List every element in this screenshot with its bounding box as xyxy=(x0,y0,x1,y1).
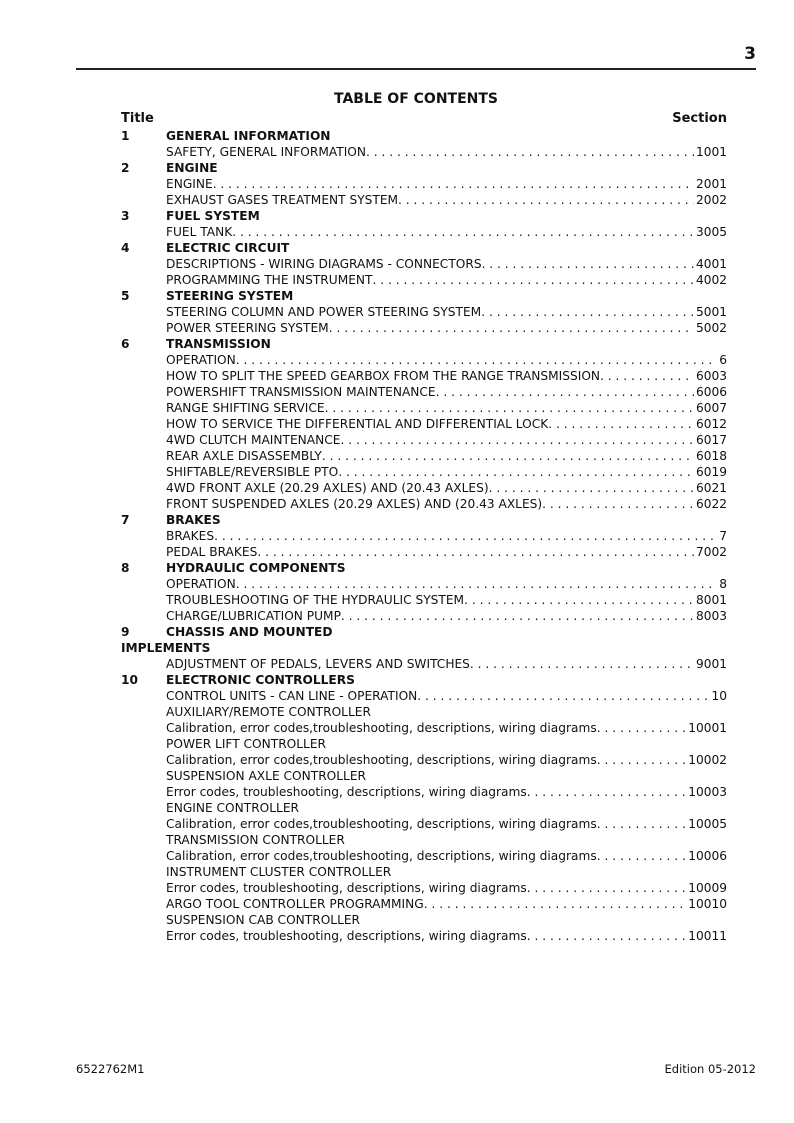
section-code: 6017 xyxy=(695,433,727,447)
dot-leader xyxy=(542,496,694,512)
toc-entry[interactable] xyxy=(166,880,727,896)
section-code: 6021 xyxy=(695,481,727,495)
entry-title: POWERSHIFT TRANSMISSION MAINTENANCE xyxy=(166,385,436,399)
section-code: 7002 xyxy=(695,545,727,559)
section-code: 10002 xyxy=(688,753,727,767)
section-title: TRANSMISSION xyxy=(166,337,271,351)
entry-title: Error codes, troubleshooting, descriptions, wiring diagrams xyxy=(166,929,527,943)
entry-title: HOW TO SPLIT THE SPEED GEARBOX FROM THE RANGE TRANSMISSION xyxy=(166,369,601,383)
toc-entry[interactable] xyxy=(166,304,727,320)
toc-entry[interactable] xyxy=(166,816,727,832)
entry-title: 4WD CLUTCH MAINTENANCE xyxy=(166,433,341,447)
section-code: 10010 xyxy=(688,897,727,911)
dot-leader xyxy=(597,720,687,736)
toc-header xyxy=(121,109,727,128)
entry-title: BRAKES xyxy=(166,529,215,543)
toc-entry[interactable] xyxy=(166,528,727,544)
toc-entry[interactable] xyxy=(166,480,727,496)
toc-entry[interactable] xyxy=(166,720,727,736)
section-code: 10003 xyxy=(688,785,727,799)
section-title: GENERAL INFORMATION xyxy=(166,129,331,143)
toc-entry[interactable] xyxy=(166,464,727,480)
entry-title: Calibration, error codes,troubleshooting, descriptions, wiring diagrams xyxy=(166,721,597,735)
toc-entry[interactable] xyxy=(166,432,727,448)
toc-entry[interactable] xyxy=(166,400,727,416)
section-heading xyxy=(121,560,727,576)
dot-leader xyxy=(436,384,694,400)
section-heading xyxy=(121,208,727,224)
dot-leader xyxy=(236,576,717,592)
toc-entry[interactable] xyxy=(166,576,727,592)
toc-entry[interactable] xyxy=(166,144,727,160)
dot-leader xyxy=(338,464,694,480)
section-code: 6006 xyxy=(695,385,727,399)
dot-leader xyxy=(548,416,694,432)
dot-leader xyxy=(340,432,694,448)
dot-leader xyxy=(597,752,687,768)
title-column-header: Title xyxy=(121,111,154,126)
entry-title: DESCRIPTIONS - WIRING DIAGRAMS - CONNECTORS xyxy=(166,257,482,271)
section-code: 6012 xyxy=(695,417,727,431)
entry-title: EXHAUST GASES TREATMENT SYSTEM xyxy=(166,193,399,207)
page-title: TABLE OF CONTENTS xyxy=(333,91,499,107)
dot-leader xyxy=(372,272,694,288)
toc-entry[interactable] xyxy=(166,320,727,336)
dot-leader xyxy=(470,656,694,672)
dot-leader xyxy=(489,480,694,496)
document-number: 6522762M1 xyxy=(76,1062,145,1076)
section-heading xyxy=(121,512,727,528)
section-number: 1 xyxy=(121,129,130,143)
entry-title: REAR AXLE DISASSEMBLY xyxy=(166,449,322,463)
section-code: 5002 xyxy=(695,321,727,335)
subsection-heading: AUXILIARY/REMOTE CONTROLLER xyxy=(166,705,371,719)
section-column-header: Section xyxy=(672,111,727,126)
dot-leader xyxy=(257,544,694,560)
toc-entry[interactable] xyxy=(166,272,727,288)
section-title: ELECTRONIC CONTROLLERS xyxy=(166,673,355,687)
toc-entry[interactable] xyxy=(166,656,727,672)
section-code: 6022 xyxy=(695,497,727,511)
subsection-heading: INSTRUMENT CLUSTER CONTROLLER xyxy=(166,865,392,879)
section-title: ENGINE xyxy=(166,161,218,175)
dot-leader xyxy=(214,528,717,544)
entry-title: ADJUSTMENT OF PEDALS, LEVERS AND SWITCHES xyxy=(166,657,470,671)
section-number: 7 xyxy=(121,513,130,527)
section-code: 2002 xyxy=(695,193,727,207)
section-code: 2001 xyxy=(695,177,727,191)
dot-leader xyxy=(236,352,717,368)
section-title: CHASSIS AND MOUNTED xyxy=(166,625,333,639)
toc-entry[interactable] xyxy=(166,496,727,512)
dot-leader xyxy=(213,176,694,192)
dot-leader xyxy=(481,304,694,320)
toc-entry[interactable] xyxy=(166,592,727,608)
entry-title: CONTROL UNITS - CAN LINE - OPERATION xyxy=(166,689,418,703)
edition-label: Edition 05-2012 xyxy=(664,1062,756,1076)
section-code: 10005 xyxy=(688,817,727,831)
toc-entry[interactable] xyxy=(166,848,727,864)
section-code: 10011 xyxy=(688,929,727,943)
entry-title: Calibration, error codes,troubleshooting, descriptions, wiring diagrams xyxy=(166,817,597,831)
entry-title: PEDAL BRAKES xyxy=(166,545,258,559)
section-code: 8003 xyxy=(695,609,727,623)
dot-leader xyxy=(232,224,694,240)
toc-entry[interactable] xyxy=(166,352,727,368)
section-number: 10 xyxy=(121,673,138,687)
subsection-heading: POWER LIFT CONTROLLER xyxy=(166,737,327,751)
section-code: 10006 xyxy=(688,849,727,863)
section-heading xyxy=(121,624,727,640)
entry-title: Error codes, troubleshooting, descriptions, wiring diagrams xyxy=(166,881,527,895)
section-code: 4002 xyxy=(695,273,727,287)
section-heading xyxy=(121,288,727,304)
section-heading xyxy=(121,336,727,352)
section-title: BRAKES xyxy=(166,513,221,527)
section-code: 8001 xyxy=(695,593,727,607)
toc-entry[interactable] xyxy=(166,928,727,944)
dot-leader xyxy=(341,608,694,624)
dot-leader xyxy=(398,192,694,208)
dot-leader xyxy=(322,448,694,464)
section-code: 5001 xyxy=(695,305,727,319)
section-number: 6 xyxy=(121,337,130,351)
section-code: 4001 xyxy=(695,257,727,271)
section-number: 3 xyxy=(121,209,130,223)
subsection-heading: SUSPENSION CAB CONTROLLER xyxy=(166,913,361,927)
dot-leader xyxy=(325,400,694,416)
subsection-heading: ENGINE CONTROLLER xyxy=(166,801,300,815)
entry-title: SAFETY, GENERAL INFORMATION xyxy=(166,145,367,159)
toc-entry[interactable] xyxy=(166,752,727,768)
entry-title: RANGE SHIFTING SERVICE xyxy=(166,401,325,415)
section-title: ELECTRIC CIRCUIT xyxy=(166,241,290,255)
section-code: 10 xyxy=(711,689,727,703)
toc-entry[interactable] xyxy=(166,896,727,912)
section-title: HYDRAULIC COMPONENTS xyxy=(166,561,346,575)
section-number: 2 xyxy=(121,161,130,175)
section-code: 9001 xyxy=(695,657,727,671)
section-heading xyxy=(121,128,727,144)
entry-title: OPERATION xyxy=(166,577,236,591)
toc-body xyxy=(121,128,727,944)
toc-entry[interactable] xyxy=(166,688,727,704)
section-code: 3005 xyxy=(695,225,727,239)
toc-entry[interactable] xyxy=(166,192,727,208)
toc-entry[interactable] xyxy=(166,368,727,384)
toc-entry[interactable] xyxy=(166,544,727,560)
toc-entry[interactable] xyxy=(166,224,727,240)
dot-leader xyxy=(417,688,709,704)
section-code: 6007 xyxy=(695,401,727,415)
entry-title: Calibration, error codes,troubleshooting, descriptions, wiring diagrams xyxy=(166,753,597,767)
dot-leader xyxy=(464,592,694,608)
section-heading xyxy=(121,160,727,176)
section-number: 5 xyxy=(121,289,130,303)
section-code: 6019 xyxy=(695,465,727,479)
toc-entry[interactable] xyxy=(166,176,727,192)
entry-title: TROUBLESHOOTING OF THE HYDRAULIC SYSTEM xyxy=(166,593,465,607)
section-number: 8 xyxy=(121,561,130,575)
dot-leader xyxy=(527,928,686,944)
dot-leader xyxy=(329,320,694,336)
entry-title: OPERATION xyxy=(166,353,236,367)
entry-title: STEERING COLUMN AND POWER STEERING SYSTEM xyxy=(166,305,482,319)
dot-leader xyxy=(482,256,694,272)
entry-title: POWER STEERING SYSTEM xyxy=(166,321,329,335)
section-title: FUEL SYSTEM xyxy=(166,209,260,223)
dot-leader xyxy=(424,896,687,912)
toc-entry[interactable] xyxy=(166,384,727,400)
entry-title: HOW TO SERVICE THE DIFFERENTIAL AND DIFFERENTIAL LOCK xyxy=(166,417,549,431)
section-heading xyxy=(121,672,727,688)
entry-title: ARGO TOOL CONTROLLER PROGRAMMING xyxy=(166,897,424,911)
toc-entry[interactable] xyxy=(166,416,727,432)
entry-title: FRONT SUSPENDED AXLES (20.29 AXLES) AND (20.43 AXLES) xyxy=(166,497,543,511)
dot-leader xyxy=(597,848,687,864)
entry-title: Calibration, error codes,troubleshooting, descriptions, wiring diagrams xyxy=(166,849,597,863)
dot-leader xyxy=(597,816,687,832)
table-of-contents xyxy=(121,109,727,944)
section-number: 9 xyxy=(121,625,130,639)
section-title-continuation: IMPLEMENTS xyxy=(121,641,211,655)
subsection-heading: SUSPENSION AXLE CONTROLLER xyxy=(166,769,366,783)
dot-leader xyxy=(527,784,686,800)
section-number: 4 xyxy=(121,241,130,255)
toc-entry[interactable] xyxy=(166,784,727,800)
section-code: 6018 xyxy=(695,449,727,463)
page-number: 3 xyxy=(744,44,756,64)
subsection-heading: TRANSMISSION CONTROLLER xyxy=(166,833,345,847)
section-code: 10001 xyxy=(688,721,727,735)
section-title: STEERING SYSTEM xyxy=(166,289,294,303)
toc-entry[interactable] xyxy=(166,256,727,272)
entry-title: 4WD FRONT AXLE (20.29 AXLES) AND (20.43 AXLES) xyxy=(166,481,489,495)
toc-entry[interactable] xyxy=(166,448,727,464)
section-code: 7 xyxy=(719,529,727,543)
section-heading xyxy=(121,240,727,256)
toc-entry[interactable] xyxy=(166,608,727,624)
section-code: 6003 xyxy=(695,369,727,383)
dot-leader xyxy=(600,368,694,384)
section-code: 10009 xyxy=(688,881,727,895)
section-code: 6 xyxy=(719,353,727,367)
entry-title: SHIFTABLE/REVERSIBLE PTO xyxy=(166,465,339,479)
entry-title: ENGINE xyxy=(166,177,213,191)
entry-title: PROGRAMMING THE INSTRUMENT xyxy=(166,273,373,287)
entry-title: FUEL TANK xyxy=(166,225,233,239)
section-code: 1001 xyxy=(695,145,727,159)
section-code: 8 xyxy=(719,577,727,591)
entry-title: Error codes, troubleshooting, descriptions, wiring diagrams xyxy=(166,785,527,799)
entry-title: CHARGE/LUBRICATION PUMP xyxy=(166,609,341,623)
dot-leader xyxy=(527,880,686,896)
dot-leader xyxy=(366,144,694,160)
header-rule xyxy=(76,68,756,70)
